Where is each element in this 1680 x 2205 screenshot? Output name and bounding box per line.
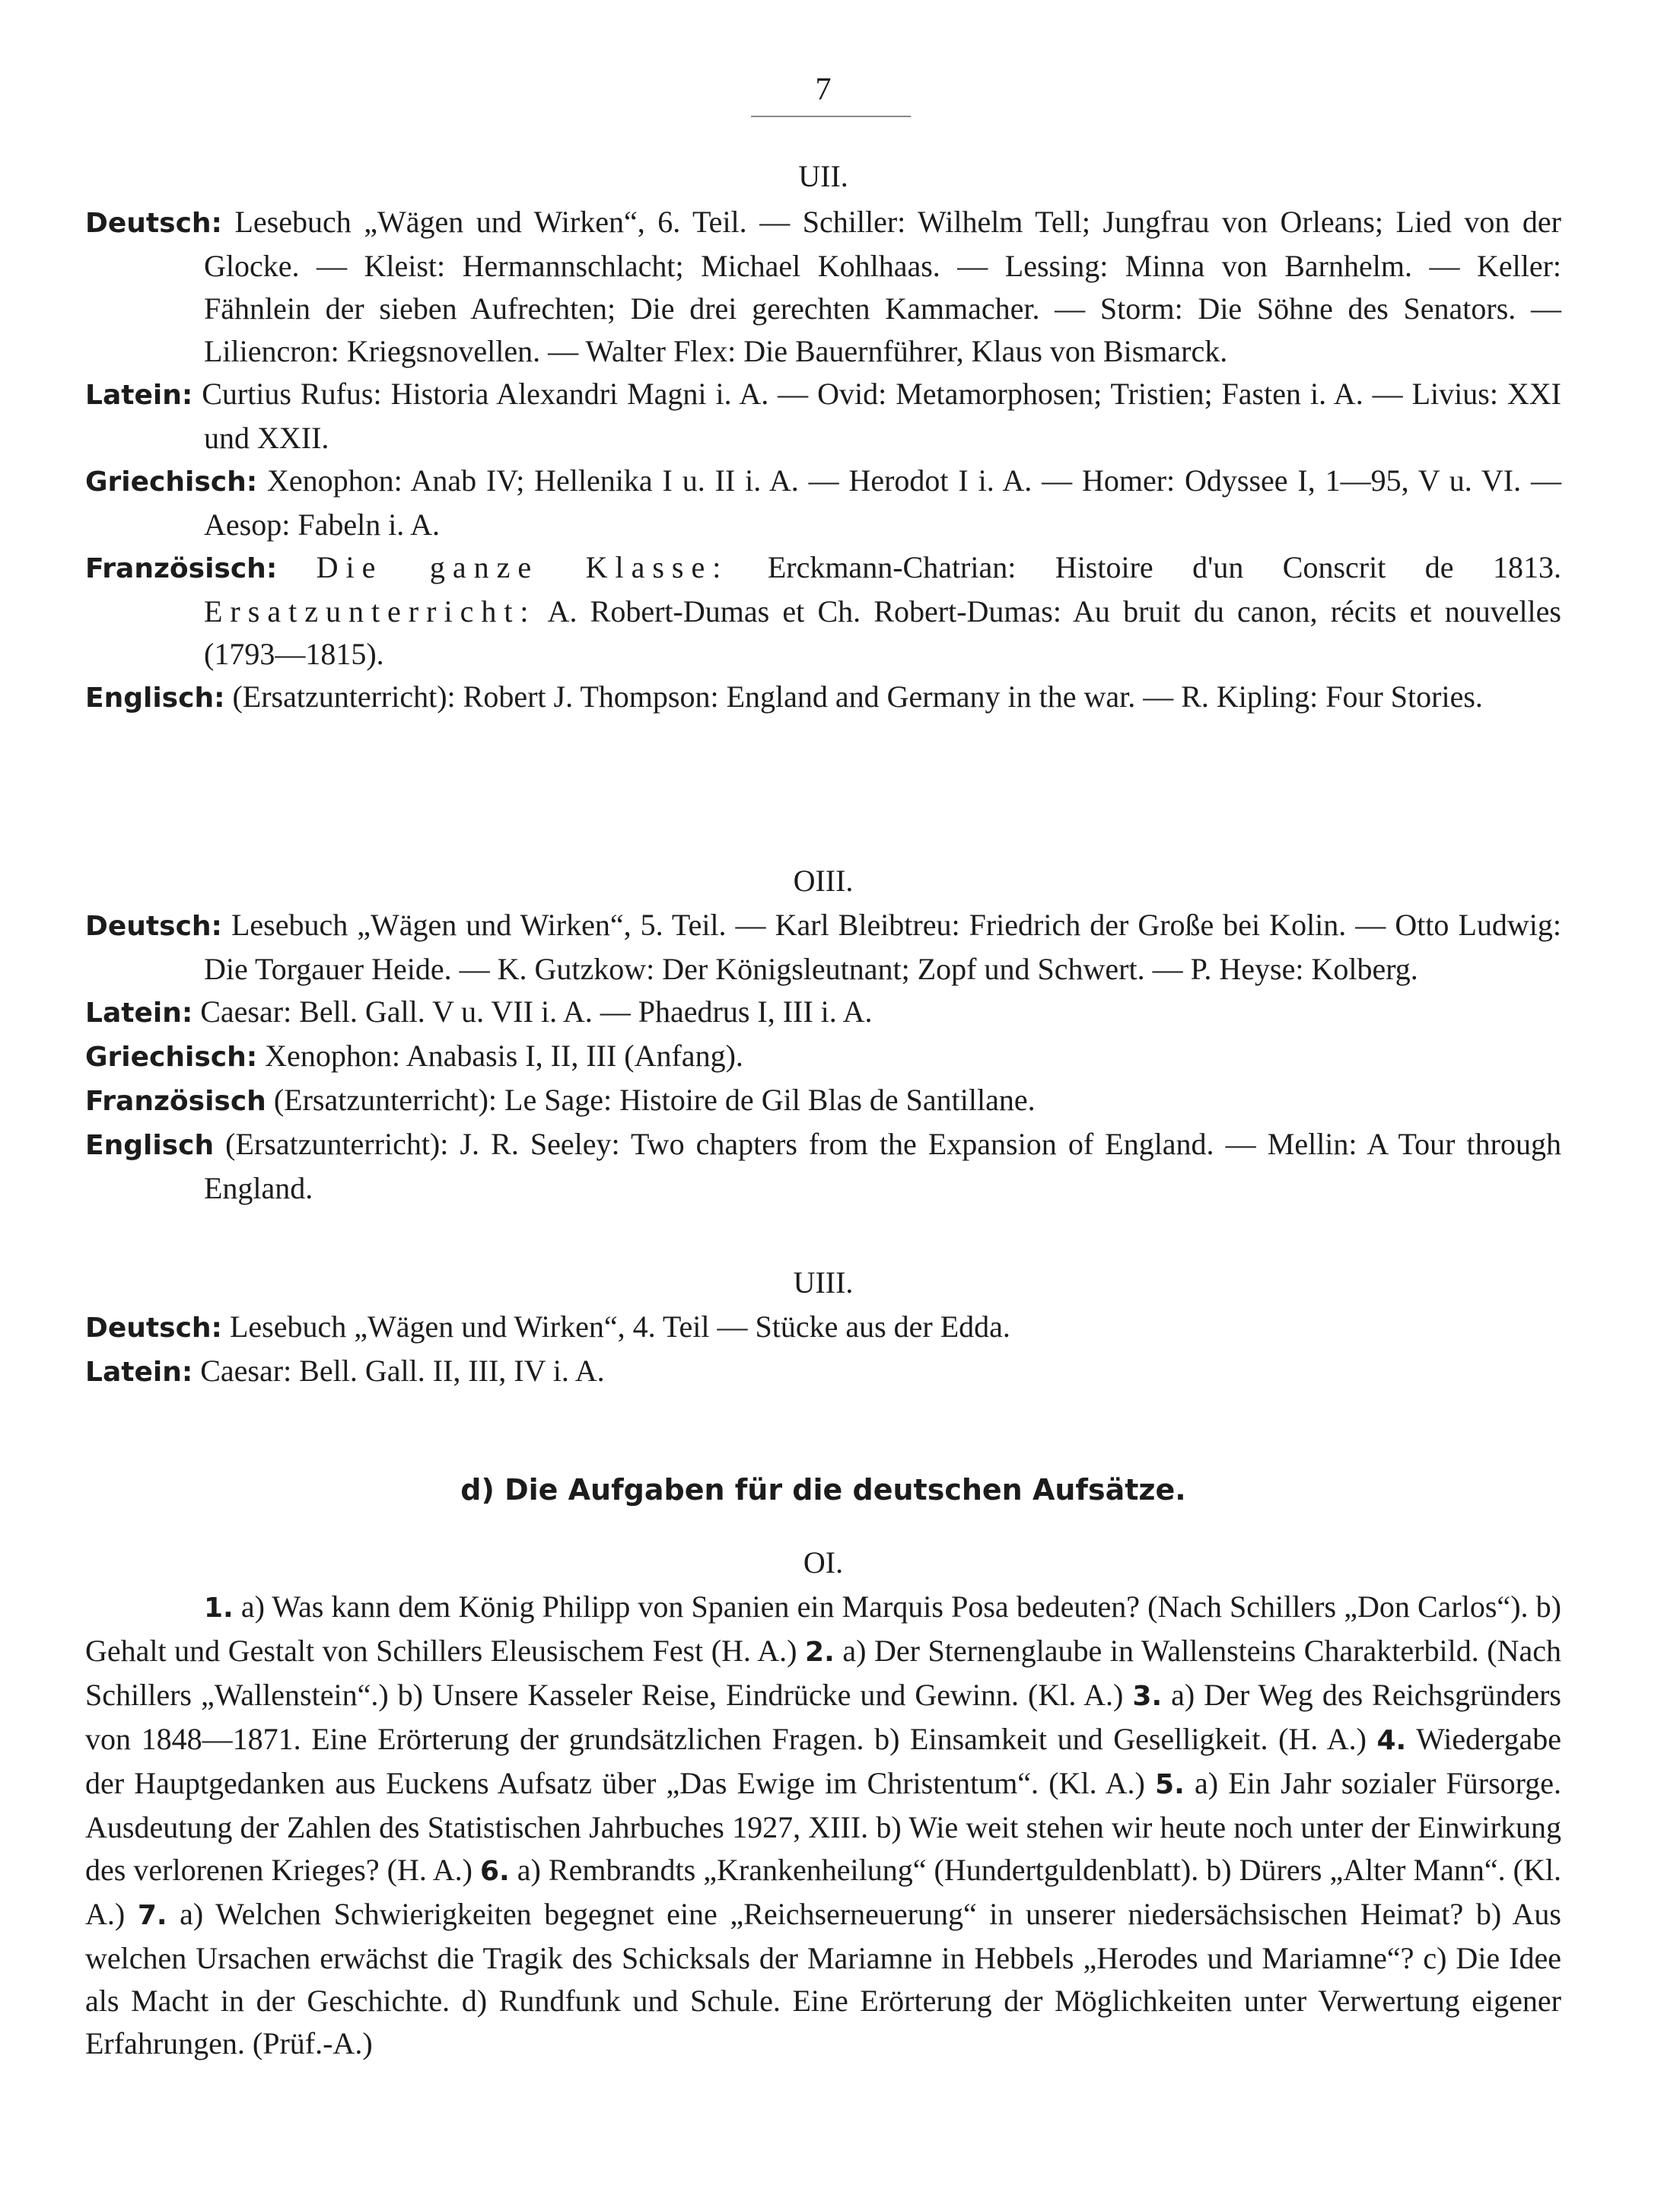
item-number: 1. <box>204 1592 234 1624</box>
entry-deutsch <box>85 201 1561 373</box>
essay-section-title: d) Die Aufgaben für die deutschen Aufsätze. <box>460 1473 1186 1507</box>
section-heading-uii: UII. <box>798 159 848 193</box>
entry-text: Xenophon: Anab IV; Hellenika I u. II i. A. — Herodot I i. A. — Homer: Odyssee I, 1—95, V u. VI. — Aesop: Fabeln i. A. <box>204 463 1561 542</box>
subject-label: Englisch: <box>85 682 225 714</box>
subject-label: Latein: <box>85 380 193 411</box>
entry-text: Curtius Rufus: Historia Alexandri Magni i. A. — Ovid: Metamorphosen; Tristien; Fasten i. A. — Livius: XXI und XXII. <box>192 377 1561 455</box>
subject-label: Deutsch: <box>85 208 222 239</box>
section-uiii <box>85 1306 1561 1394</box>
item-text: a) Welchen Schwierigkeiten begegnet eine „Reichserneuerung“ in unserer niedersächsischen Heimat? b) Aus welchen Ursachen erwächst die Tragik des Schicksals der Mariamne in Hebbels „Herodes und Mariamne“? c) Die Idee als Macht in der Geschichte. d) Rundfunk und Schule. Eine Erörterung der Möglichkeiten unter Verwertung eigener Erfahrungen. (Prüf.-A.) <box>85 1897 1561 2060</box>
subject-label: Griechisch: <box>85 1042 258 1073</box>
item-text: Wiedergabe der Hauptgedanken aus Euckens Aufsatz über „Das Ewige im Christentum“. (Kl. A.) <box>85 1722 1561 1800</box>
essay-heading-oi: OI. <box>803 1545 844 1580</box>
item-text: a) Was kann dem König Philipp von Spanien ein Marquis Posa bedeuten? (Nach Schillers „Don Carlos“). b) Gehalt und Gestalt von Schillers Eleusischem Fest (H. A.) <box>85 1589 1561 1668</box>
section-heading-uiii: UIII. <box>793 1265 854 1300</box>
entry-englisch <box>85 1123 1561 1210</box>
subject-label: Französisch: <box>85 553 278 584</box>
entry-franzoesisch <box>85 1079 1561 1123</box>
entry-text: (Ersatzunterricht): Robert J. Thompson: England and Germany in the war. — R. Kipling: Four Stories. <box>224 679 1483 714</box>
item-number: 7. <box>137 1900 167 1931</box>
entry-deutsch <box>85 904 1561 991</box>
entry-latein <box>85 373 1561 460</box>
item-text: a) Rembrandts „Krankenheilung“ (Hundertguldenblatt). b) Dürers „Alter Mann“. (Kl. A.) <box>85 1853 1561 1931</box>
entry-text: Xenophon: Anabasis I, II, III (Anfang). <box>257 1039 743 1073</box>
subject-label: Französisch <box>85 1086 266 1117</box>
spaced-text: Ersatzunterricht: <box>204 594 536 628</box>
section-heading-oiii: OIII. <box>793 864 854 898</box>
subject-label: Latein: <box>85 1357 193 1388</box>
section-uii <box>85 201 1561 720</box>
item-text: a) Ein Jahr sozialer Fürsorge. Ausdeutung der Zahlen des Statistischen Jahrbuches 1927, XIII. b) Wie weit stehen wir heute noch unter der Einwirkung des verlorenen Krieges? (H. A.) <box>85 1766 1562 1887</box>
page-number: 7 <box>815 72 832 107</box>
subject-label: Deutsch: <box>85 1312 222 1344</box>
entry-griechisch <box>85 460 1561 546</box>
entry-text: Caesar: Bell. Gall. II, III, IV i. A. <box>192 1354 605 1388</box>
item-number: 4. <box>1376 1725 1407 1756</box>
entry-text: Lesebuch „Wägen und Wirken“, 4. Teil — Stücke aus der Edda. <box>221 1309 1010 1344</box>
entry-text: Lesebuch „Wägen und Wirken“, 5. Teil. — Karl Bleibtreu: Friedrich der Große bei Kolin. — Otto Ludwig: Die Torgauer Heide. — K. Gutzkow: Der Königsleutnant; Zopf und Schwert. — P. Heyse: Kolberg. <box>204 908 1561 986</box>
item-number: 5. <box>1155 1769 1185 1800</box>
essay-paragraph <box>85 1586 1561 2065</box>
entry-englisch <box>85 676 1561 720</box>
entry-text: Lesebuch „Wägen und Wirken“, 6. Teil. — Schiller: Wilhelm Tell; Jungfrau von Orleans; Lied von der Glocke. — Kleist: Hermannschlacht; Michael Kohlhaas. — Lessing: Minna von Barnhelm. — Keller: Fähnlein der sieben Aufrechten; Die drei gerechten Kammacher. — Storm: Die Söhne des Senators. — Liliencron: Kriegsnovellen. — Walter Flex: Die Bauernführer, Klaus von Bismarck. <box>204 205 1561 368</box>
entry-text: Caesar: Bell. Gall. V u. VII i. A. — Phaedrus I, III i. A. <box>192 994 873 1029</box>
subject-label: Englisch <box>85 1130 215 1161</box>
entry-griechisch <box>85 1035 1561 1079</box>
entry-text: Erckmann-Chatrian: Histoire d'un Conscrit de 1813. <box>728 550 1561 584</box>
item-number: 6. <box>479 1856 510 1887</box>
entry-text: (Ersatzunterricht): J. R. Seeley: Two chapters from the Expansion of England. — Mellin: A Tour through England. <box>204 1127 1561 1205</box>
spaced-text: Die ganze Klasse: <box>316 550 729 584</box>
item-text: a) Der Weg des Reichsgründers von 1848—1871. Eine Erörterung der grundsätzlichen Fragen. b) Einsamkeit und Geselligkeit. (H. A.) <box>85 1678 1561 1756</box>
section-oiii <box>85 904 1561 1210</box>
entry-deutsch <box>85 1306 1561 1350</box>
page-number-rule <box>751 116 911 117</box>
subject-label: Latein: <box>85 998 193 1029</box>
item-number: 2. <box>805 1637 835 1668</box>
entry-text: A. Robert-Dumas et Ch. Robert-Dumas: Au bruit du canon, récits et nouvelles (1793—1815). <box>204 594 1561 671</box>
entry-franzoesisch <box>85 546 1561 676</box>
subject-label: Deutsch: <box>85 911 222 942</box>
subject-label: Griechisch: <box>85 466 258 498</box>
entry-latein <box>85 991 1561 1035</box>
entry-latein <box>85 1350 1561 1394</box>
item-text: a) Der Sternenglaube in Wallensteins Charakterbild. (Nach Schillers „Wallenstein“.) b) Unsere Kasseler Reise, Eindrücke und Gewinn. (Kl. A.) <box>85 1634 1561 1712</box>
essay-list <box>85 1586 1561 2065</box>
entry-text: (Ersatzunterricht): Le Sage: Histoire de Gil Blas de Santillane. <box>266 1083 1036 1117</box>
item-number: 3. <box>1132 1681 1163 1712</box>
